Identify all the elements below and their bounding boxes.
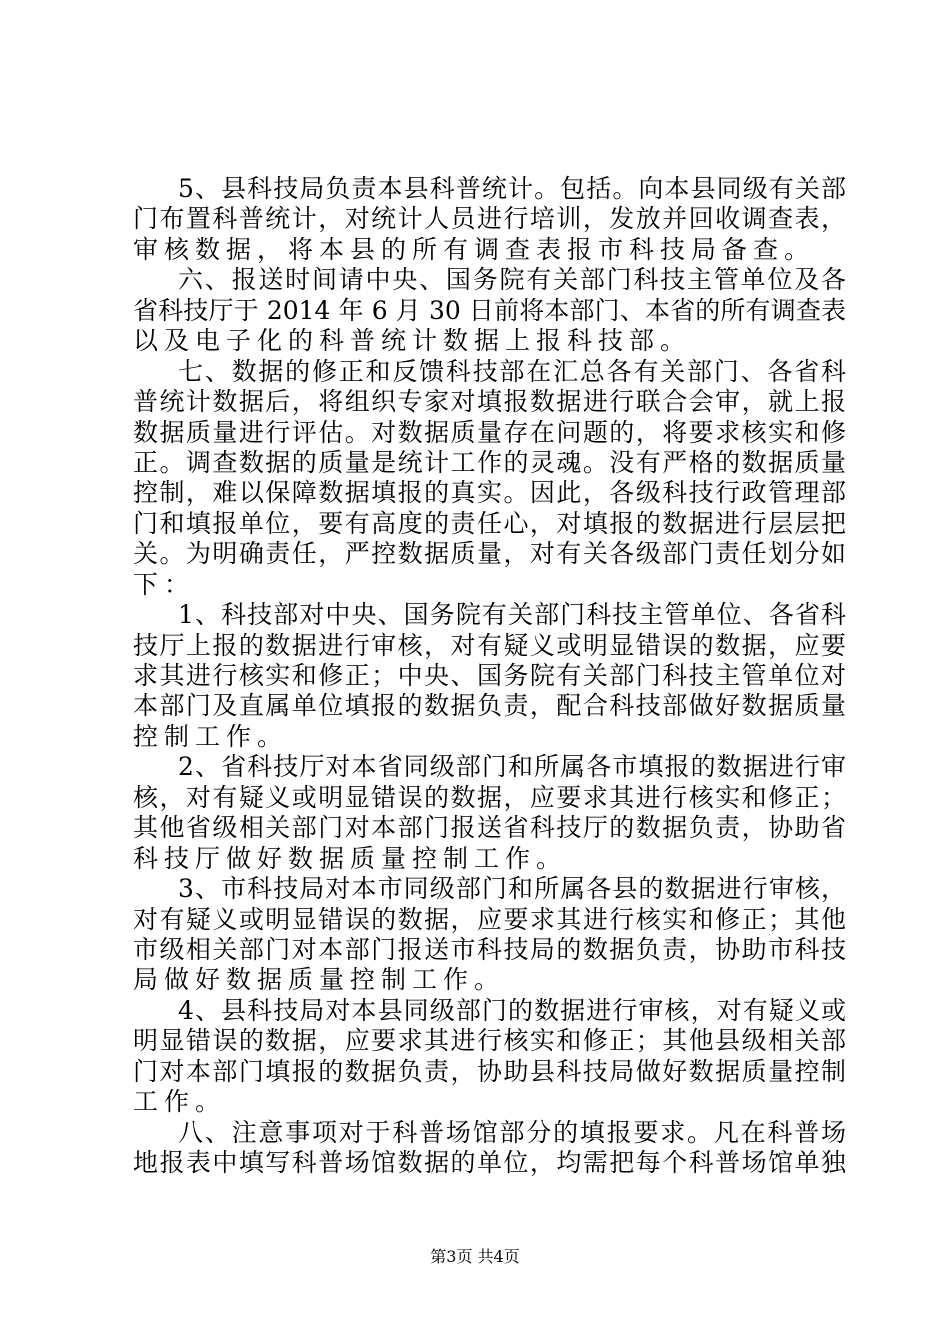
text-line: 本部门及直属单位填报的数据负责，配合科技部做好数据质量 xyxy=(133,691,846,721)
text-line: 地报表中填写科普场馆数据的单位，均需把每个科普场馆单独 xyxy=(133,1148,846,1177)
text-line: 工作。 xyxy=(133,1087,227,1117)
text-line: 核，对有疑义或明显错误的数据，应要求其进行核实和修正； xyxy=(133,782,846,812)
text-line: 门对本部门填报的数据负责，协助县科技局做好数据质量控制 xyxy=(133,1056,846,1086)
text-line: 求其进行核实和修正；中央、国务院有关部门科技主管单位对 xyxy=(133,661,846,690)
text-line: 局做好数据质量控制工作。 xyxy=(133,965,506,995)
text-line: 七、数据的修正和反馈科技部在汇总各有关部门、各省科 xyxy=(178,356,846,386)
text-line: 市级相关部门对本部门报送市科技局的数据负责，协助市科技 xyxy=(133,934,846,964)
text-line: 八、注意事项对于科普场馆部分的填报要求。凡在科普场 xyxy=(178,1117,846,1147)
text-line: 关。为明确责任，严控数据质量，对有关各级部门责任划分如 xyxy=(133,539,846,569)
text-line: 以及电子化的科普统计数据上报科技部。 xyxy=(133,326,692,356)
text-line: 1、科技部对中央、国务院有关部门科技主管单位、各省科 xyxy=(178,600,846,630)
text-line: 技厅上报的数据进行审核，对有疑义或明显错误的数据，应要 xyxy=(133,630,846,660)
text-line: 控制工作。 xyxy=(133,721,289,751)
text-line: 明显错误的数据，应要求其进行核实和修正；其他县级相关部 xyxy=(133,1026,846,1056)
text-line: 审核数据，将本县的所有调查表报市科技局备查。 xyxy=(133,234,816,264)
page-footer: 第3页 共4页 xyxy=(430,1247,520,1266)
text-line: 控制，难以保障数据填报的真实。因此，各级科技行政管理部 xyxy=(133,478,846,508)
text-line: 数据质量进行评估。对数据质量存在问题的，将要求核实和修 xyxy=(133,417,846,447)
text-line: 普统计数据后，将组织专家对填报数据进行联合会审，就上报 xyxy=(133,387,846,417)
text-line: 3、市科技局对本市同级部门和所属各县的数据进行审核， xyxy=(178,874,846,904)
text-line: 门布置科普统计，对统计人员进行培训，发放并回收调查表， xyxy=(133,204,846,234)
text-line: 2、省科技厅对本省同级部门和所属各市填报的数据进行审 xyxy=(178,752,846,782)
document-body xyxy=(133,174,846,1178)
text-line: 科技厅做好数据质量控制工作。 xyxy=(133,843,568,873)
text-line: 其他省级相关部门对本部门报送省科技厅的数据负责，协助省 xyxy=(133,813,846,843)
text-line: 5、县科技局负责本县科普统计。包括。向本县同级有关部 xyxy=(178,174,846,203)
text-line: 正。调查数据的质量是统计工作的灵魂。没有严格的数据质量 xyxy=(133,447,846,477)
text-line: 六、报送时间请中央、国务院有关部门科技主管单位及各 xyxy=(178,265,846,295)
text-line: 省科技厅于 2014 年 6 月 30 日前将本部门、本省的所有调查表 xyxy=(133,295,846,325)
text-line: 对有疑义或明显错误的数据，应要求其进行核实和修正；其他 xyxy=(133,904,846,934)
text-line: 下： xyxy=(133,569,196,599)
text-line: 4、县科技局对本县同级部门的数据进行审核，对有疑义或 xyxy=(178,995,846,1025)
text-line: 门和填报单位，要有高度的责任心，对填报的数据进行层层把 xyxy=(133,508,846,538)
